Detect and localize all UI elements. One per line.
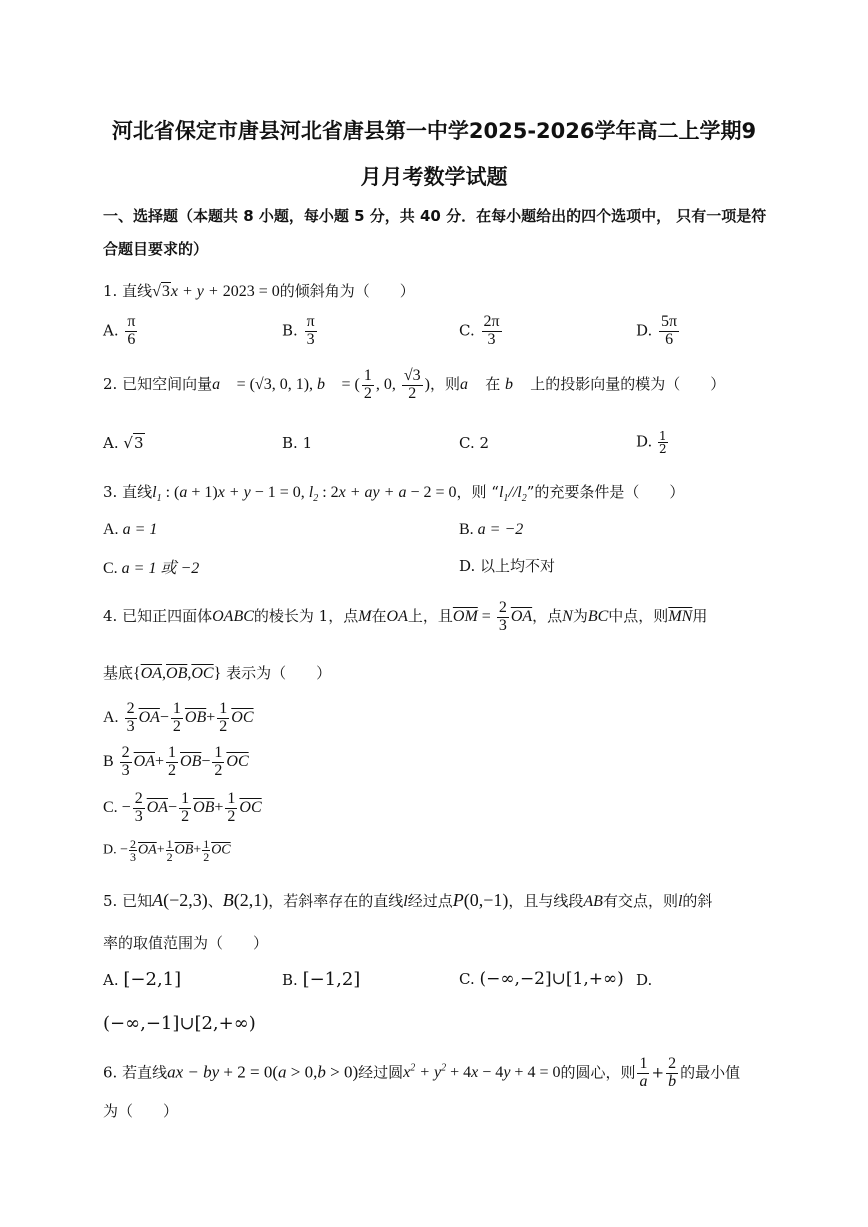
- q4-point-m: M: [358, 607, 372, 625]
- option-label: A.: [103, 434, 119, 452]
- q1-number: 1.: [103, 282, 118, 300]
- q1-option-b: [282, 314, 319, 349]
- q2-option-d: [636, 430, 669, 455]
- q4-text: 在: [371, 606, 387, 625]
- q1-equation: √3x + y + 2023 = 0: [152, 283, 280, 300]
- fraction-numerator: 2π: [483, 313, 500, 330]
- option-value: a = 1: [122, 521, 158, 538]
- q4-seg: OA: [386, 607, 408, 625]
- q3-option-b: [459, 521, 523, 539]
- q2-number: 2.: [103, 374, 118, 393]
- q5-text: ，若斜率存在的直线: [268, 892, 404, 910]
- option-label: C.: [459, 434, 475, 452]
- option-value: 3: [133, 434, 144, 452]
- option-value: a = −2: [477, 521, 524, 538]
- fraction-numerator: π: [127, 313, 136, 330]
- q1-post: 的倾斜角为（: [279, 282, 370, 300]
- q4-text: 用: [692, 606, 708, 625]
- q4-text: 的棱长为 1，点: [253, 606, 359, 625]
- q5-number: 5.: [103, 892, 118, 910]
- option-value: [−2,1]: [123, 969, 182, 990]
- question-4-line2: [103, 662, 331, 683]
- option-label: D.: [103, 842, 117, 858]
- q4-basis: $\{\overline{OA},\overline{OB},\overline{OC}\}$: [133, 665, 222, 682]
- q6-text: 经过圆: [358, 1063, 404, 1082]
- option-label: C.: [103, 560, 118, 577]
- fraction-numerator: 5π: [661, 313, 678, 330]
- option-label: B: [103, 752, 114, 770]
- q6-close: ）: [163, 1102, 179, 1120]
- q4-option-d: D. − $\frac{2}{3}$ $\overline{OA}+$ $\frac{1}{2}$ $\overline{OB}+$ $\frac{1}{2}$ $\overline{OC}$: [103, 837, 231, 864]
- q5-option-c: [459, 969, 624, 989]
- q5-seg: AB: [583, 893, 603, 910]
- q2-post: ，则: [429, 374, 460, 393]
- q3-number: 3.: [103, 483, 118, 501]
- option-label: C.: [103, 798, 118, 816]
- question-2: 2. 已知空间向量a⃗ = (√3, 0, 1), b⃗ = ( $\frac{1}{2}$ , 0, $\frac{√3}{2}$ )，则a⃗ 在 b⃗ 上的投影向量的模为（ ）: [103, 367, 726, 402]
- q6-text: 的最小值: [680, 1063, 741, 1082]
- question-6: 6. 若直线ax − by + 2 = 0(a > 0,b > 0)经过圆$x^2 + y^2 + 4x - 4y + 4 = 0$的圆心，则 $\frac{1}{a}$ + $\frac{2}{b}$ 的最小值: [103, 1055, 741, 1090]
- option-label: A.: [103, 521, 119, 538]
- question-4: 4. 已知正四面体OABC的棱长为 1，点M在OA上，且$\overline{OM}$ = $\frac{2}{3}$ $\overline{OA}$，点N为BC中点，则$\overline{MN}$用: [103, 599, 708, 634]
- option-value: (−∞,−1]∪[2,+∞): [103, 1013, 256, 1034]
- q5-text: 有交点，则: [602, 892, 678, 910]
- option-label: D.: [636, 321, 653, 340]
- q2-close: ）: [710, 374, 726, 393]
- question-3: 3. 直线$l_1$ : (a + 1)x + y − 1 = 0, $l_2$ : 2x + ay + a − 2 = 0，则 “$l_1//l_2$”的充要条件是（ ）: [103, 483, 685, 505]
- fraction-denominator: 3: [487, 330, 496, 348]
- option-label: B.: [282, 321, 298, 340]
- fraction-numerator: π: [306, 313, 315, 330]
- q2-vectors: a⃗ = (√3, 0, 1), b⃗ = ( $\frac{1}{2}$ , 0, $\frac{√3}{2}$ ): [212, 367, 430, 402]
- fraction-numerator: 1: [659, 429, 667, 443]
- q4-text: 已知正四面体: [122, 606, 213, 625]
- page-title-line2: 月月考数学试题: [360, 165, 508, 189]
- option-label: D.: [636, 432, 653, 451]
- q4-option-a: A. $\frac{2}{3}$ $\overline{OA}-$ $\frac{1}{2}$ $\overline{OB}+$ $\frac{1}{2}$ $\overline{OC}$: [103, 700, 254, 735]
- option-value: 以上均不对: [480, 557, 556, 575]
- q4-number: 4.: [103, 606, 118, 625]
- option-value: 1: [302, 434, 313, 452]
- q4-option-b: B $\frac{2}{3}$ $\overline{OA}+$ $\frac{1}{2}$ $\overline{OB}-$ $\frac{1}{2}$ $\overline{OC}$: [103, 744, 249, 779]
- option-label: A.: [103, 321, 119, 340]
- option-label: B.: [282, 434, 298, 452]
- q5-text: 经过点: [407, 892, 453, 910]
- q4-text: 上，且: [407, 606, 453, 625]
- option-value: [−1,2]: [302, 969, 361, 990]
- q5-close: ）: [253, 934, 269, 952]
- q5-option-d-value: [103, 1013, 256, 1034]
- q3-option-a: [103, 521, 157, 539]
- q4-text: 中点，则: [608, 606, 669, 625]
- q2-option-c: [459, 434, 489, 452]
- q5-text: 的斜: [682, 892, 713, 910]
- q6-number: 6.: [103, 1063, 118, 1082]
- option-value: a = 1 或 −2: [121, 560, 200, 577]
- q6-text: 为（: [103, 1102, 134, 1120]
- q3-option-c: [103, 555, 199, 578]
- question-6-line2: [103, 1100, 178, 1121]
- option-label: A.: [103, 971, 119, 989]
- q3-mid: ，则 “: [456, 483, 499, 501]
- q4-seg: BC: [587, 607, 609, 625]
- question-1: [103, 280, 415, 301]
- option-label: D.: [459, 557, 476, 575]
- q5-option-d: [636, 971, 652, 989]
- q5-text: ，且与线段: [508, 892, 584, 910]
- option-label: A.: [103, 708, 119, 726]
- q1-option-a: [103, 314, 139, 349]
- q1-pre: 直线: [122, 282, 153, 300]
- q4-text: 表示为（: [226, 664, 287, 682]
- page-title-line1: 河北省保定市唐县河北省唐县第一中学2025-2026学年高二上学期9: [111, 119, 757, 143]
- q1-option-d: [636, 314, 681, 349]
- fraction-denominator: 6: [665, 330, 674, 348]
- q4-option-c: C. − $\frac{2}{3}$ $\overline{OA}-$ $\frac{1}{2}$ $\overline{OB}+$ $\frac{1}{2}$ $\overline{OC}$: [103, 790, 262, 825]
- q3-option-d: [459, 555, 555, 576]
- q5-text: 已知: [122, 892, 153, 910]
- q3-lines: $l_1$ : (a + 1)x + y − 1 = 0, $l_2$ : 2x + ay + a − 2 = 0: [152, 484, 457, 505]
- option-label: B.: [282, 971, 298, 989]
- section-header-line2: 合题目要求的）: [103, 240, 209, 258]
- option-label: C.: [459, 321, 475, 340]
- option-value: (−∞,−2]∪[1,+∞): [479, 969, 624, 989]
- q4-text: 为: [572, 606, 588, 625]
- q5-option-a: [103, 969, 181, 990]
- option-value: 2: [479, 434, 490, 452]
- q6-text: 若直线: [122, 1063, 168, 1082]
- q5-option-b: [282, 969, 360, 990]
- q2-option-b: [282, 434, 312, 452]
- fraction-denominator: 3: [306, 330, 315, 348]
- fraction-denominator: 6: [127, 330, 136, 348]
- q4-text: 基底: [103, 664, 134, 682]
- q2-pre: 已知空间向量: [122, 374, 213, 393]
- section-header-line1: 一、选择题（本题共 8 小题，每小题 5 分，共 40 分．在每小题给出的四个选项中， 只有一项是符: [103, 207, 767, 225]
- fraction-denominator: 2: [659, 442, 667, 456]
- question-5: 5. 已知A(−2,3)、B(2,1)，若斜率存在的直线l经过点P(0,−1)，且与线段AB有交点，则l的斜: [103, 890, 713, 910]
- q1-close: ）: [399, 282, 415, 300]
- q6-text: 的圆心，则: [560, 1063, 636, 1082]
- q2-post3: 上的投影向量的模为（: [530, 374, 681, 393]
- q3-post: ”的充要条件是（: [526, 483, 640, 501]
- q5-text: 率的取值范围为（: [103, 934, 224, 952]
- q3-close: ）: [669, 483, 685, 501]
- q4-text: ，点: [532, 606, 563, 625]
- q1-option-c: [459, 314, 504, 349]
- q4-tetra: OABC: [212, 607, 254, 625]
- option-label: D.: [636, 971, 653, 989]
- q3-pre: 直线: [122, 483, 153, 501]
- q2-post2: 在: [485, 374, 501, 393]
- question-5-line2: [103, 932, 268, 953]
- q2-option-a: A. √3: [103, 434, 144, 452]
- q4-point-n: N: [562, 607, 573, 625]
- option-label: B.: [459, 521, 474, 538]
- q4-close: ）: [316, 664, 332, 682]
- option-label: C.: [459, 970, 475, 988]
